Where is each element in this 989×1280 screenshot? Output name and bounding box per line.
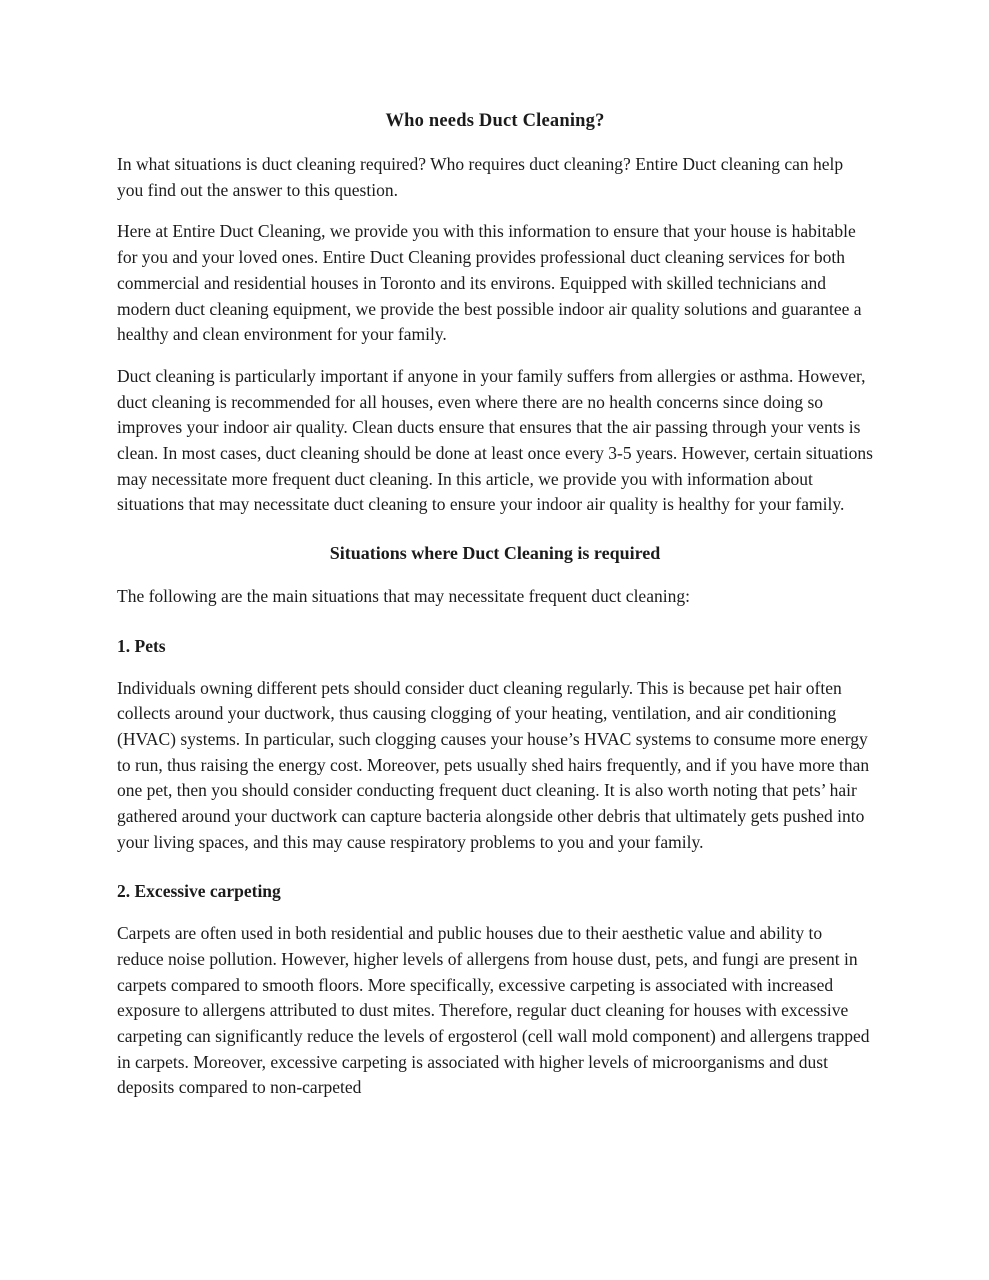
excessive-carpeting-paragraph: Carpets are often used in both residential and public houses due to their aesthetic value and ability to reduce noise pollution. However, higher levels of allergens from house dust, pets, and fungi are present in carpets compared to smooth floors. More specifically, excessive carpeting is associated with increased exposure to allergens attributed to dust mites. Therefore, regular duct cleaning for houses with excessive carpeting can significantly reduce the levels of ergosterol (cell wall mold component) and allergens trapped in carpets. Moreover, excessive carpeting is associated with higher levels of microorganisms and dust deposits compared to non-carpeted — [117, 923, 870, 1098]
document-content — [117, 108, 873, 1117]
document-title: Who needs Duct Cleaning? — [385, 111, 605, 131]
about-company-paragraph: Here at Entire Duct Cleaning, we provide you with this information to ensure that your house is habitable for you and your loved ones. Entire Duct Cleaning provides professional duct cleaning services for both commercial and residential houses in Toronto and its environs. Equipped with skilled technicians and modern duct cleaning equipment, we provide the best possible indoor air quality solutions and guarantee a healthy and clean environment for your family. — [117, 221, 862, 345]
section-intro-paragraph: The following are the main situations that may necessitate frequent duct cleaning: — [117, 586, 690, 607]
intro-paragraph: In what situations is duct cleaning required? Who requires duct cleaning? Entire Duct cleaning can help you find out the answer to this question. — [117, 154, 844, 200]
subheading-excessive-carpeting: 2. Excessive carpeting — [117, 881, 281, 902]
importance-paragraph: Duct cleaning is particularly important if anyone in your family suffers from allergies or asthma. However, duct cleaning is recommended for all houses, even where there are no health concerns since doing so improves your indoor air quality. Clean ducts ensure that ensures that the air passing through your vents is clean. In most cases, duct cleaning should be done at least once every 3-5 years. However, certain situations may necessitate more frequent duct cleaning. In this article, we provide you with information about situations that may necessitate duct cleaning to ensure your indoor air quality is healthy for your family. — [117, 365, 873, 515]
section-title-situations: Situations where Duct Cleaning is required — [329, 543, 661, 564]
pets-paragraph: Individuals owning different pets should consider duct cleaning regularly. This is because pet hair often collects around your ductwork, thus causing clogging of your heating, ventilation, and air conditioning (HVAC) systems. In particular, such clogging causes your house’s HVAC systems to consume more energy to run, thus raising the energy cost. Moreover, pets usually shed hairs frequently, and if you have more than one pet, then you should consider conducting frequent duct cleaning. It is also worth noting that pets’ hair gathered around your ductwork can capture bacteria alongside other debris that ultimately gets pushed into your living spaces, and this may cause respiratory problems to you and your family. — [117, 677, 870, 852]
subheading-pets: 1. Pets — [117, 635, 166, 656]
